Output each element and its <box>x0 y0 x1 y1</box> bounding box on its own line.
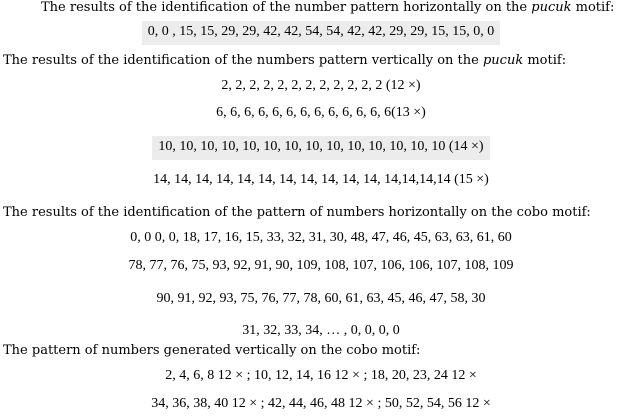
heading-pucuk-horizontal <box>41 0 614 15</box>
heading-text: The results of the identification of the numbers pattern vertically on the <box>3 53 483 68</box>
heading-text: The results of the identification of the number pattern horizontally on the <box>41 0 532 15</box>
pattern-row <box>0 136 642 160</box>
heading-cobo-vertical: The pattern of numbers generated vertically on the cobo motif: <box>3 343 421 358</box>
pattern-row: 6, 6, 6, 6, 6, 6, 6, 6, 6, 6, 6, 6, 6(13 ×) <box>216 105 426 120</box>
heading-cobo-horizontal: The results of the identification of the pattern of numbers horizontally on the cobo motif: <box>3 205 591 220</box>
pattern-row: 2, 4, 6, 8 12 × ; 10, 12, 14, 16 12 × ; 18, 20, 23, 24 12 × <box>165 368 477 383</box>
heading-emphasis: pucuk <box>482 53 524 68</box>
heading-pucuk-vertical <box>3 53 566 68</box>
pattern-row: 2, 2, 2, 2, 2, 2, 2, 2, 2, 2, 2, 2 (12 ×) <box>221 78 421 93</box>
pattern-row: 31, 32, 33, 34, … , 0, 0, 0, 0 <box>242 323 400 338</box>
pucuk-horizontal-pattern: 0, 0 , 15, 15, 29, 29, 42, 42, 54, 54, 42, 42, 29, 29, 15, 15, 0, 0 <box>142 21 501 45</box>
heading-text-end: motif: <box>571 0 615 15</box>
pattern-row: 78, 77, 76, 75, 93, 92, 91, 90, 109, 108, 107, 106, 106, 107, 108, 109 <box>128 258 514 273</box>
heading-text-end: motif: <box>523 53 567 68</box>
pattern-row: 0, 0 0, 0, 18, 17, 16, 15, 33, 32, 31, 30, 48, 47, 46, 45, 63, 63, 61, 60 <box>130 230 512 245</box>
pattern-row: 90, 91, 92, 93, 75, 76, 77, 78, 60, 61, 63, 45, 46, 47, 58, 30 <box>156 291 486 306</box>
heading-emphasis: pucuk <box>531 0 572 15</box>
pattern-row <box>0 21 642 45</box>
pattern-highlight: 10, 10, 10, 10, 10, 10, 10, 10, 10, 10, 10, 10, 10, 10 (14 ×) <box>152 136 489 160</box>
pattern-row: 14, 14, 14, 14, 14, 14, 14, 14, 14, 14, 14, 14,14,14,14 (15 ×) <box>153 172 489 187</box>
pattern-row: 34, 36, 38, 40 12 × ; 42, 44, 46, 48 12 × ; 50, 52, 54, 56 12 × <box>151 396 491 411</box>
